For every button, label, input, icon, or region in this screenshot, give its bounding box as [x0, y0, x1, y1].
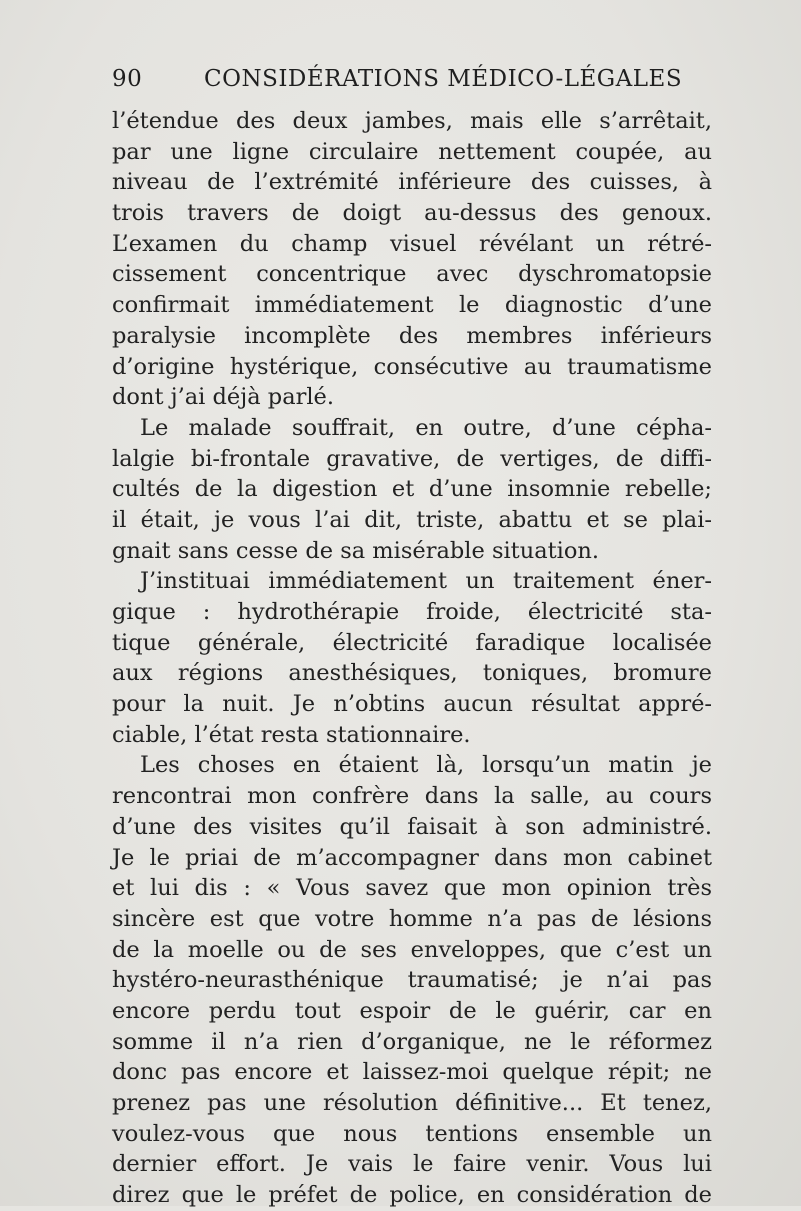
- text-line: ciable, l’état resta stationnaire.: [112, 721, 471, 748]
- text-line: voulez-vous que nous tentions ensemble un: [112, 1120, 712, 1147]
- text-line: par une ligne circulaire nettement coupée, au: [112, 138, 712, 165]
- text-line: gnait sans cesse de sa misérable situation.: [112, 537, 600, 564]
- text-line: dernier effort. Je vais le faire venir. Vous lui: [112, 1151, 712, 1178]
- text-line: donc pas encore et laissez-moi quelque répit; ne: [112, 1059, 712, 1086]
- text-line: d’une des visites qu’il faisait à son administré.: [112, 813, 712, 840]
- text-line: prenez pas une résolution définitive... Et tenez,: [112, 1090, 712, 1116]
- text-line: il était, je vous l’ai dit, triste, abattu et se plai-: [112, 506, 712, 533]
- text-line: dont j’ai déjà parlé.: [112, 384, 335, 411]
- text-line: J’instituai immédiatement un traitement éner-: [140, 568, 712, 595]
- page-number: 90: [112, 66, 143, 92]
- text-line: l’étendue des deux jambes, mais elle s’arrêtait,: [112, 108, 712, 134]
- text-line: somme il n’a rien d’organique, ne le réformez: [112, 1028, 712, 1055]
- page-header: [112, 66, 702, 100]
- text-line: tique générale, électricité faradique localisée: [112, 629, 712, 656]
- text-line: paralysie incomplète des membres inférieurs: [112, 322, 712, 349]
- text-line: sincère est que votre homme n’a pas de lésions: [112, 905, 712, 932]
- text-line: gique : hydrothérapie froide, électricité sta-: [112, 599, 712, 625]
- text-line: cultés de la digestion et d’une insomnie rebelle;: [112, 476, 712, 503]
- text-line: L’examen du champ visuel révélant un rétré-: [112, 230, 712, 257]
- text-line: cissement concentrique avec dyschromatopsie: [112, 261, 712, 288]
- text-line: confirmait immédiatement le diagnostic d’une: [112, 292, 712, 319]
- text-line: aux régions anesthésiques, toniques, bromure: [112, 660, 712, 687]
- text-line: Les choses en étaient là, lorsqu’un matin je: [140, 752, 712, 779]
- text-line: hystéro-neurasthénique traumatisé; je n’ai pas: [112, 967, 712, 994]
- text-line: encore perdu tout espoir de le guérir, car en: [112, 997, 712, 1024]
- text-line: de la moelle ou de ses enveloppes, que c’est un: [112, 936, 712, 963]
- text-line: Le malade souffrait, en outre, d’une cépha-: [140, 414, 712, 441]
- text-line: niveau de l’extrémité inférieure des cuisses, à: [112, 169, 712, 196]
- text-line: direz que le préfet de police, en considération de: [112, 1182, 712, 1209]
- text-line: et lui dis : « Vous savez que mon opinion très: [112, 875, 712, 902]
- text-line: Je le priai de m’accompagner dans mon cabinet: [112, 844, 712, 871]
- running-title: CONSIDÉRATIONS MÉDICO-LÉGALES: [204, 66, 683, 92]
- body-text: [112, 106, 712, 1211]
- text-line: pour la nuit. Je n’obtins aucun résultat appré-: [112, 691, 712, 718]
- text-line: lalgie bi-frontale gravative, de vertiges, de diffi-: [112, 445, 712, 472]
- text-line: d’origine hystérique, consécutive au traumatisme: [112, 353, 712, 380]
- text-line: trois travers de doigt au-dessus des genoux.: [112, 200, 712, 227]
- text-line: rencontrai mon confrère dans la salle, au cours: [112, 783, 712, 810]
